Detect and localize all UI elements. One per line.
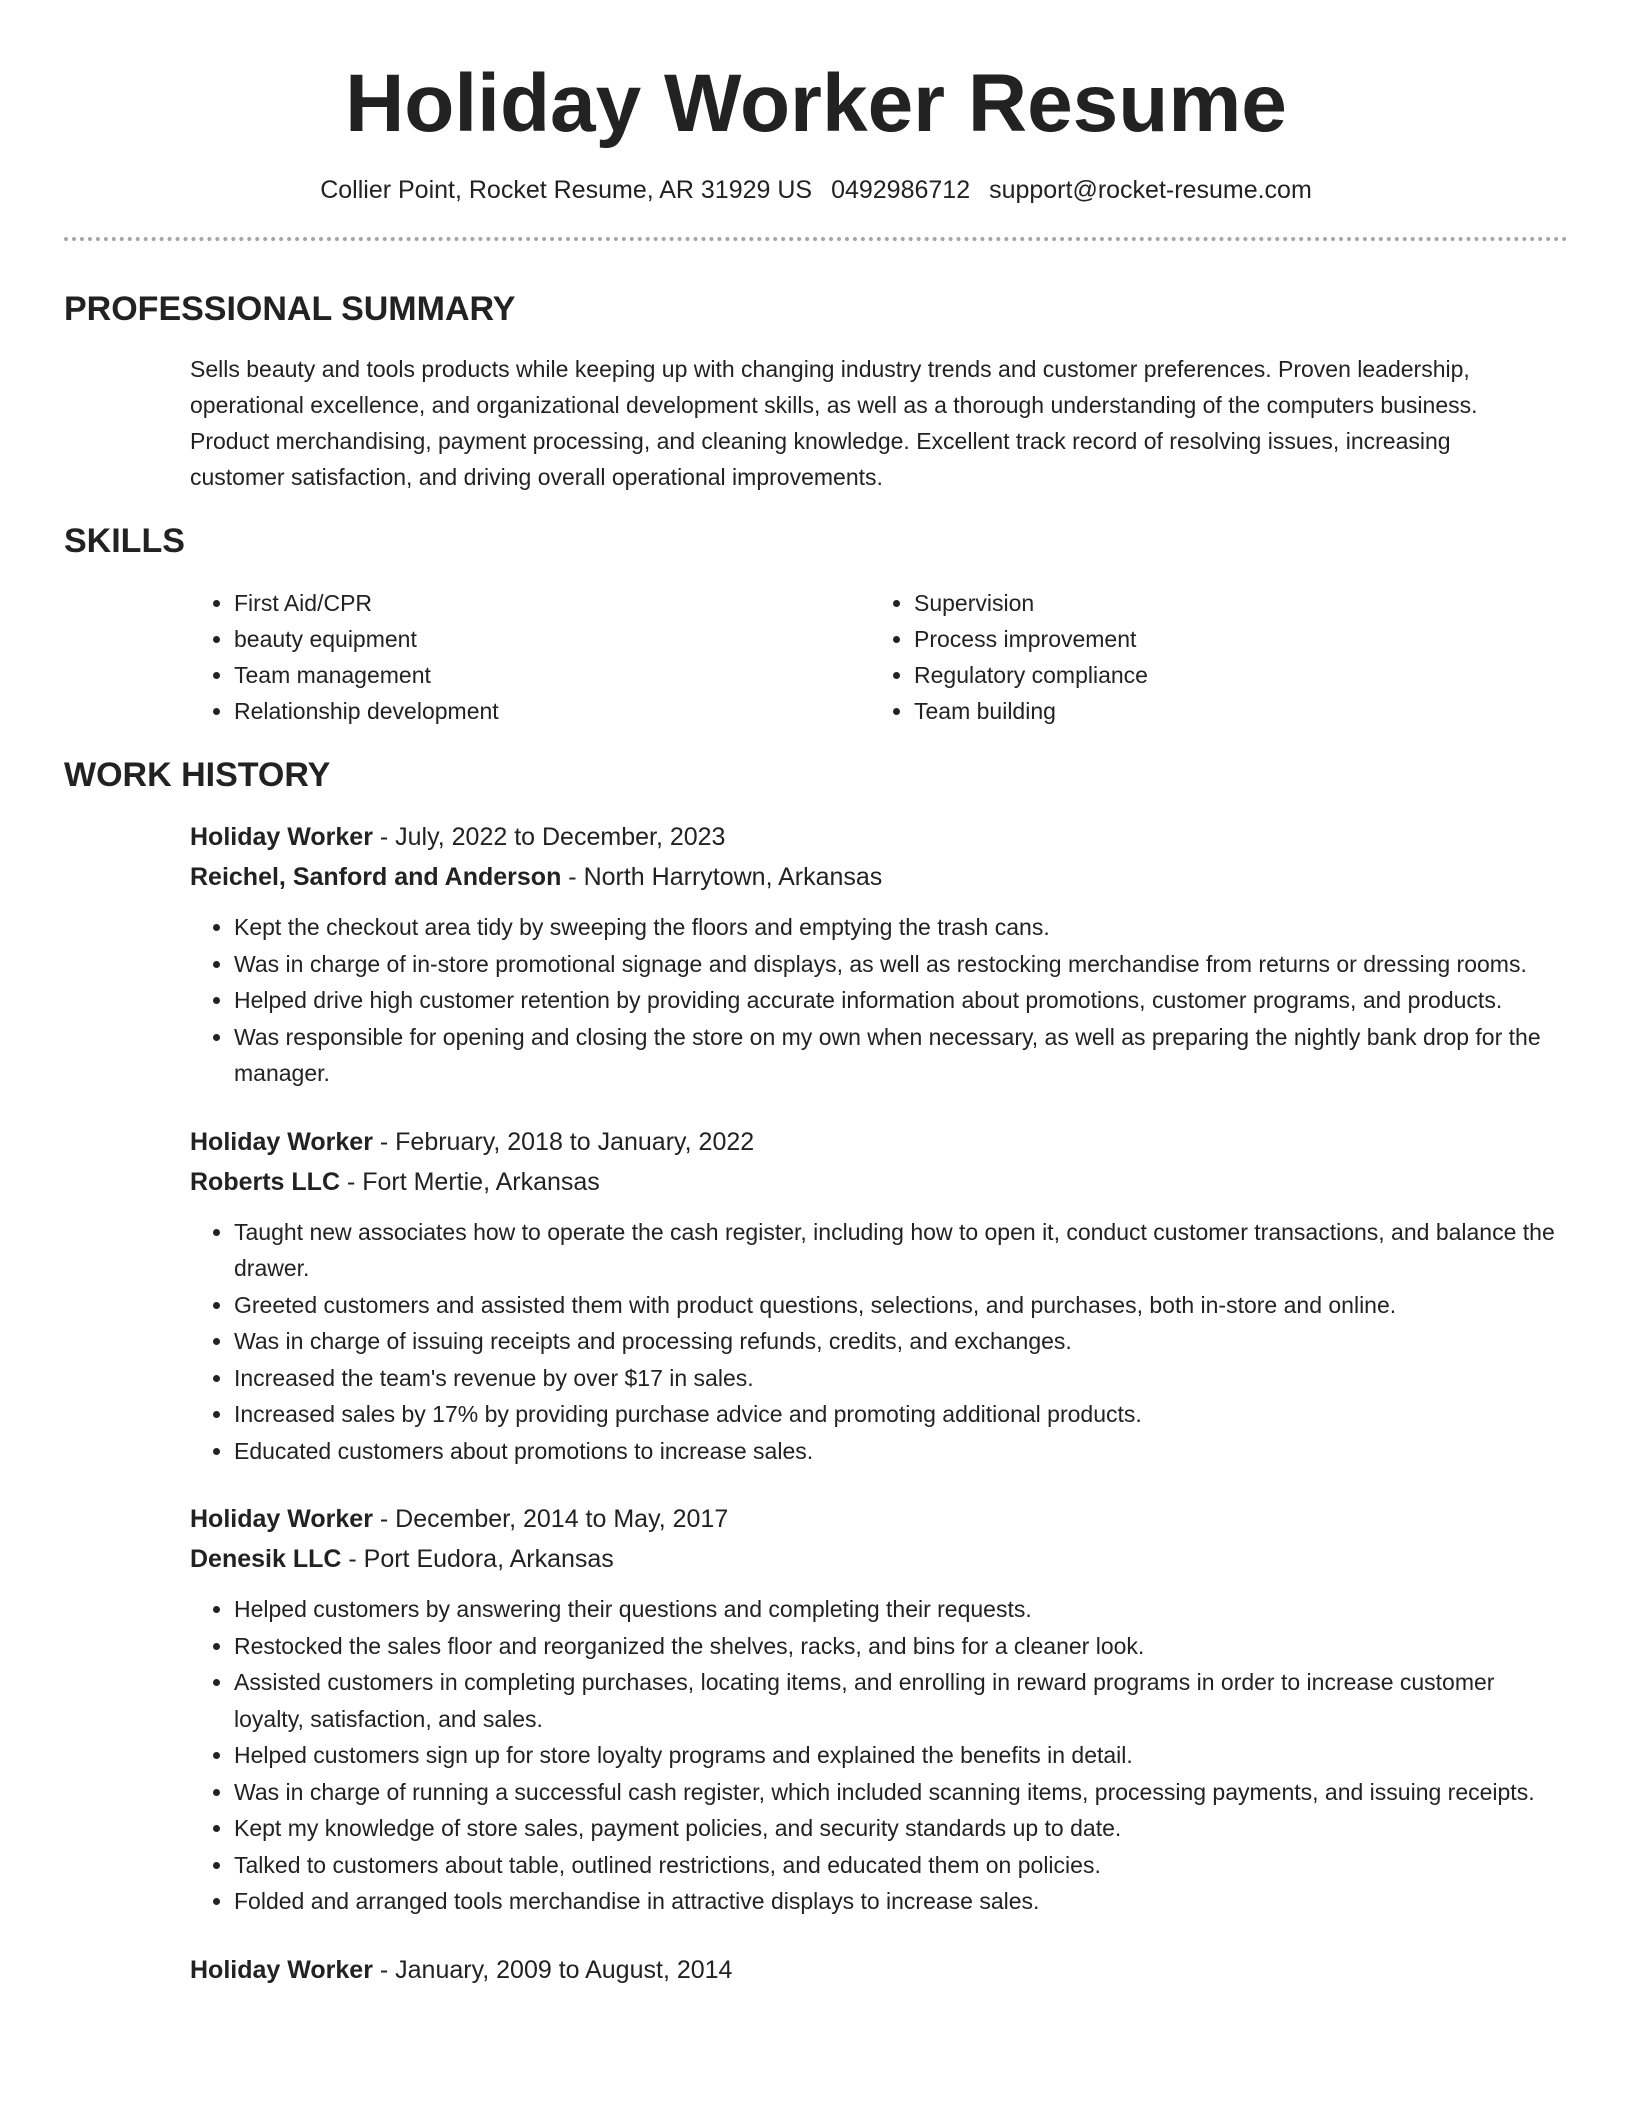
job-bullet: • Increased the team's revenue by over $17 in sales. bbox=[234, 1360, 1568, 1397]
job-dates: - December, 2014 to May, 2017 bbox=[372, 1505, 729, 1533]
job-title-line bbox=[190, 817, 1568, 857]
skill-item: • Team management bbox=[234, 657, 870, 693]
job-bullets bbox=[190, 1214, 1568, 1470]
job-bullet: • Helped customers sign up for store loyalty programs and explained the benefits in detail. bbox=[234, 1737, 1568, 1774]
job-entry bbox=[190, 1950, 1568, 1990]
skill-item: • Process improvement bbox=[914, 621, 1554, 657]
job-bullet: • Folded and arranged tools merchandise in attractive displays to increase sales. bbox=[234, 1883, 1568, 1920]
skills-grid bbox=[190, 585, 1568, 729]
job-title-line bbox=[190, 1122, 1568, 1162]
section-title-work-history: WORK HISTORY bbox=[64, 756, 331, 794]
job-bullet: • Increased sales by 17% by providing purchase advice and promoting additional products. bbox=[234, 1396, 1568, 1433]
skill-item: • Relationship development bbox=[234, 693, 870, 729]
job-title: Holiday Worker bbox=[190, 1127, 373, 1156]
section-title-summary: PROFESSIONAL SUMMARY bbox=[64, 290, 516, 328]
job-dates: - January, 2009 to August, 2014 bbox=[372, 1955, 733, 1984]
job-title-line bbox=[190, 1950, 1568, 1990]
job-bullets bbox=[190, 909, 1568, 1092]
job-company: Roberts LLC bbox=[190, 1167, 340, 1196]
job-location: - North Harrytown, Arkansas bbox=[561, 863, 883, 891]
resume-title: Holiday Worker Resume bbox=[345, 58, 1287, 149]
contact-email: support@rocket-resume.com bbox=[989, 176, 1312, 204]
skills-column-right bbox=[870, 585, 1554, 729]
contact-phone: 0492986712 bbox=[831, 176, 971, 204]
job-entry bbox=[190, 1122, 1568, 1470]
job-bullets bbox=[190, 1591, 1568, 1920]
skill-item: • First Aid/CPR bbox=[234, 585, 870, 621]
resume-page bbox=[64, 0, 1568, 1990]
job-title: Holiday Worker bbox=[190, 1505, 373, 1533]
job-bullet: • Helped customers by answering their questions and completing their requests. bbox=[234, 1591, 1568, 1628]
job-bullet: • Was in charge of in-store promotional signage and displays, as well as restocking merchandise from returns or dressing rooms. bbox=[234, 946, 1568, 983]
job-entry bbox=[190, 1499, 1568, 1920]
job-title: Holiday Worker bbox=[190, 823, 373, 851]
job-bullet: • Taught new associates how to operate the cash register, including how to open it, conduct customer transactions, and balance the drawer. bbox=[234, 1214, 1568, 1287]
skills-column-left bbox=[190, 585, 870, 729]
skill-item: • Regulatory compliance bbox=[914, 657, 1554, 693]
job-bullet: • Kept the checkout area tidy by sweeping the floors and emptying the trash cans. bbox=[234, 909, 1568, 946]
section-title-skills: SKILLS bbox=[64, 522, 185, 560]
job-company-line bbox=[190, 1539, 1568, 1579]
job-bullet: • Was responsible for opening and closing the store on my own when necessary, as well as preparing the nightly bank drop for the manager. bbox=[234, 1019, 1568, 1092]
job-title-line bbox=[190, 1499, 1568, 1539]
header-divider bbox=[64, 237, 1568, 241]
job-bullet: • Educated customers about promotions to increase sales. bbox=[234, 1433, 1568, 1470]
skill-item: • beauty equipment bbox=[234, 621, 870, 657]
job-title: Holiday Worker bbox=[190, 1955, 373, 1984]
contact-line bbox=[64, 174, 1568, 206]
skill-item: • Supervision bbox=[914, 585, 1554, 621]
job-bullet: • Kept my knowledge of store sales, payment policies, and security standards up to date. bbox=[234, 1810, 1568, 1847]
contact-address: Collier Point, Rocket Resume, AR 31929 US bbox=[320, 176, 813, 204]
job-dates: - February, 2018 to January, 2022 bbox=[372, 1127, 755, 1156]
job-bullet: • Talked to customers about table, outlined restrictions, and educated them on policies. bbox=[234, 1847, 1568, 1884]
job-bullet: • Restocked the sales floor and reorganized the shelves, racks, and bins for a cleaner look. bbox=[234, 1628, 1568, 1665]
job-entry bbox=[190, 817, 1568, 1092]
job-bullet: • Helped drive high customer retention by providing accurate information about promotions, customer programs, and products. bbox=[234, 982, 1568, 1019]
skill-item: • Team building bbox=[914, 693, 1554, 729]
job-company: Reichel, Sanford and Anderson bbox=[190, 863, 562, 891]
job-bullet: • Assisted customers in completing purchases, locating items, and enrolling in reward programs in order to increase customer loyalty, satisfaction, and sales. bbox=[234, 1664, 1568, 1737]
job-bullet: • Was in charge of running a successful cash register, which included scanning items, processing payments, and issuing receipts. bbox=[234, 1774, 1568, 1811]
job-company: Denesik LLC bbox=[190, 1545, 342, 1573]
job-location: - Port Eudora, Arkansas bbox=[341, 1545, 614, 1573]
summary-text: Sells beauty and tools products while keeping up with changing industry trends and customer preferences. Proven leadership, operational excellence, and organizational development skills, as well as a thorough understanding of the computers business. Product merchandising, payment processing, and cleaning knowledge. Excellent track record of resolving issues, increasing customer satisfaction, and driving overall operational improvements. bbox=[190, 356, 1478, 490]
job-bullet: • Greeted customers and assisted them with product questions, selections, and purchases, both in-store and online. bbox=[234, 1287, 1568, 1324]
job-bullet: • Was in charge of issuing receipts and processing refunds, credits, and exchanges. bbox=[234, 1323, 1568, 1360]
job-location: - Fort Mertie, Arkansas bbox=[340, 1167, 600, 1196]
job-company-line bbox=[190, 1162, 1568, 1202]
job-dates: - July, 2022 to December, 2023 bbox=[372, 823, 726, 851]
job-company-line bbox=[190, 857, 1568, 897]
